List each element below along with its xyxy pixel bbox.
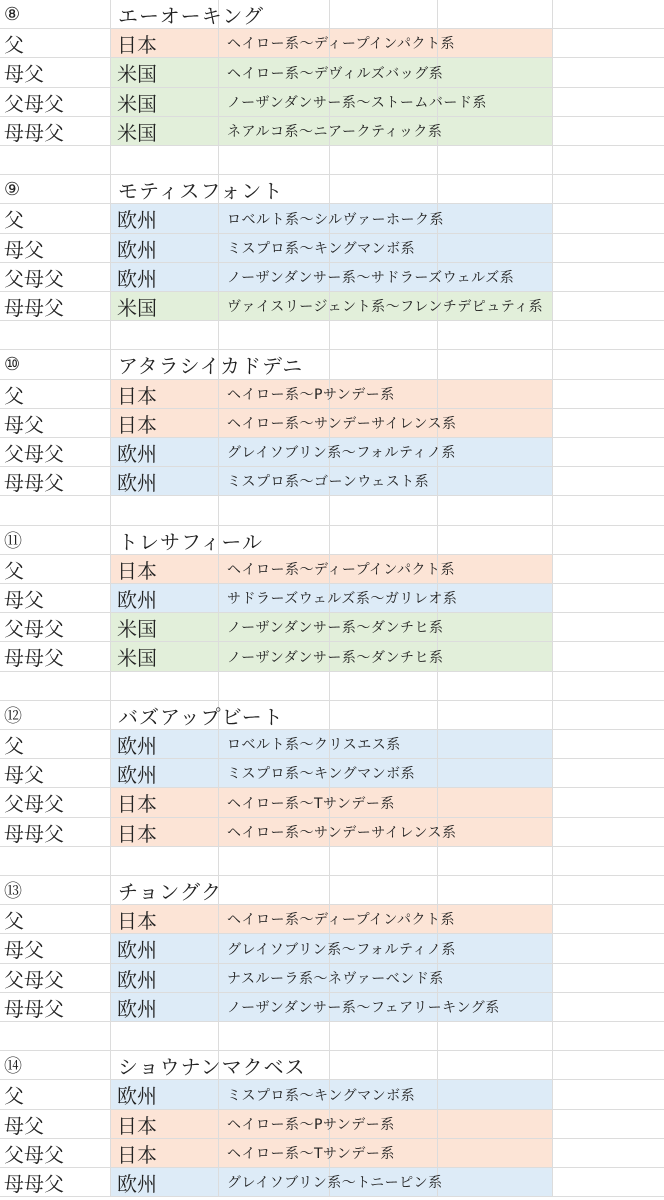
grid-cell[interactable] [553,117,664,145]
pedigree-row [0,759,664,788]
horse-name: バズアップビート [118,704,284,729]
grid-cell[interactable] [219,876,330,904]
grid-cell[interactable] [330,350,438,379]
grid-cell[interactable] [553,1139,664,1167]
grid-cell[interactable] [553,1022,664,1050]
pedigree-row [0,964,664,993]
grid-cell[interactable] [0,496,111,525]
sire-line: ミスプロ系～キングマンボ系 [227,1087,416,1104]
relation-label: 母父 [4,412,44,437]
grid-cell[interactable] [553,88,664,116]
horse-name: モティスフォント [118,178,284,203]
pedigree-row [0,1139,664,1168]
region-label: 日本 [117,908,157,933]
relation-label: 父 [4,733,24,758]
grid-cell[interactable] [219,496,330,525]
grid-cell[interactable] [111,321,219,349]
horse-number: ⑬ [4,881,22,902]
relation-label: 父 [4,908,24,933]
sire-line: グレイソブリン系～フォルティノ系 [227,445,456,461]
relation-label: 父母父 [4,1142,64,1167]
pedigree-row [0,117,664,146]
grid-cell[interactable] [330,321,438,349]
region-label: 日本 [117,383,157,408]
region-label: 欧州 [117,1084,157,1108]
grid-cell[interactable] [219,321,330,349]
relation-label: 父 [4,558,24,583]
grid-cell[interactable] [438,380,553,408]
grid-cell[interactable] [438,321,553,349]
region-label: 米国 [117,646,157,670]
pedigree-row [0,788,664,818]
sire-line: ロベルト系～シルヴァーホーク系 [227,211,445,228]
region-label: 日本 [117,32,157,57]
grid-cell[interactable] [219,672,330,700]
blank-row [0,672,664,701]
horse-name: エーオーキング [118,3,264,28]
horse-name: アタラシイカドデニ [118,354,304,378]
grid-cell[interactable] [553,1110,664,1138]
relation-label: 母父 [4,938,44,962]
pedigree-row [0,29,664,58]
horse-number: ⑫ [4,706,22,727]
region-label: 米国 [117,295,157,320]
horse-header-row [0,526,664,555]
grid-cell[interactable] [553,1168,664,1196]
grid-cell[interactable] [438,234,553,262]
grid-cell[interactable] [553,175,664,203]
pedigree-row [0,438,664,467]
sire-line: ノーザンダンサー系～サドラーズウェルズ系 [227,270,515,286]
grid-cell[interactable] [553,350,664,379]
region-label: 日本 [117,1113,157,1138]
grid-cell[interactable] [330,1022,438,1050]
relation-label: 母母父 [4,821,64,846]
grid-cell[interactable] [330,526,438,554]
grid-cell[interactable] [438,613,553,641]
region-label: 欧州 [117,967,157,992]
grid-cell[interactable] [438,759,553,787]
grid-cell[interactable] [0,146,111,174]
pedigree-row [0,818,664,847]
grid-cell[interactable] [0,321,111,349]
region-label: 米国 [117,62,157,86]
sire-line: ヘイロー系～ディープインパクト系 [227,36,455,52]
horse-number: ⑭ [4,1056,22,1077]
grid-cell[interactable] [438,788,553,817]
region-label: 欧州 [117,762,157,787]
horse-header-row [0,701,664,730]
grid-cell[interactable] [553,672,664,700]
sire-line: ヘイロー系～Pサンデー系 [227,1117,395,1133]
sire-line: ヘイロー系～ディープインパクト系 [227,562,455,578]
blank-row [0,146,664,175]
sire-line: ヘイロー系～サンデーサイレンス系 [227,825,457,841]
horse-header-row [0,175,664,204]
pedigree-row [0,1168,664,1197]
grid-cell[interactable] [438,496,553,525]
sire-line: ヘイロー系～ディープインパクト系 [227,912,455,928]
grid-cell[interactable] [438,555,553,583]
sire-line: ノーザンダンサー系～ダンチヒ系 [227,620,444,636]
grid-cell[interactable] [330,146,438,174]
grid-cell[interactable] [553,584,664,612]
grid-cell[interactable] [553,934,664,963]
pedigree-row [0,934,664,964]
grid-cell[interactable] [330,672,438,700]
grid-cell[interactable] [438,175,553,203]
relation-label: 母父 [4,762,44,787]
grid-cell[interactable] [553,467,664,495]
grid-cell[interactable] [553,905,664,933]
sire-line: ノーザンダンサー系～ダンチヒ系 [227,649,444,666]
grid-cell[interactable] [330,175,438,203]
grid-cell[interactable] [438,467,553,495]
grid-cell[interactable] [553,642,664,671]
grid-cell[interactable] [438,1110,553,1138]
region-label: 米国 [117,120,157,145]
region-label: 欧州 [117,237,157,262]
grid-cell[interactable] [553,204,664,233]
horse-header-row [0,0,664,29]
grid-cell[interactable] [219,146,330,174]
grid-cell[interactable] [330,1051,438,1079]
sire-line: ミスプロ系～ゴーンウェスト系 [227,474,430,490]
relation-label: 母母父 [4,470,64,495]
relation-label: 母父 [4,237,44,262]
pedigree-row [0,88,664,117]
sire-line: ヘイロー系～Tサンデー系 [227,1146,395,1162]
sire-line: ネアルコ系～ニアークティック系 [227,124,443,140]
relation-label: 父母父 [4,792,64,816]
grid-cell[interactable] [438,117,553,145]
sire-line: ヘイロー系～デヴィルズバッグ系 [227,65,444,82]
sire-line: ロベルト系～クリスエス系 [227,737,401,753]
blank-row [0,1022,664,1051]
relation-label: 父 [4,208,24,232]
region-label: 欧州 [117,1171,157,1196]
region-label: 日本 [117,412,157,437]
pedigree-row [0,58,664,88]
horse-header-row [0,350,664,380]
sire-line: ヘイロー系～Tサンデー系 [227,795,395,812]
region-label: 欧州 [117,441,157,466]
grid-cell[interactable] [553,29,664,57]
grid-cell[interactable] [553,876,664,904]
grid-cell[interactable] [330,701,438,729]
region-label: 欧州 [117,266,157,291]
relation-label: 父母父 [4,967,64,992]
grid-cell[interactable] [438,204,553,233]
horse-header-row [0,876,664,905]
grid-cell[interactable] [438,0,553,28]
grid-cell[interactable] [553,730,664,758]
grid-cell[interactable] [111,1022,219,1050]
sire-line: ヘイロー系～Pサンデー系 [227,387,395,403]
relation-label: 母父 [4,62,44,86]
grid-cell[interactable] [553,1051,664,1079]
pedigree-row [0,263,664,292]
horse-number: ⑨ [4,178,21,200]
relation-label: 父 [4,32,24,57]
grid-cell[interactable] [553,1080,664,1109]
grid-cell[interactable] [111,496,219,525]
grid-cell[interactable] [438,526,553,554]
sire-line: ヘイロー系～サンデーサイレンス系 [227,416,457,432]
grid-cell[interactable] [330,876,438,904]
grid-cell[interactable] [438,1139,553,1167]
pedigree-row [0,905,664,934]
pedigree-row [0,467,664,496]
region-label: 欧州 [117,996,157,1021]
pedigree-row [0,584,664,613]
horse-name: チョングク [118,879,222,904]
region-label: 日本 [117,792,157,816]
horse-number: ⑪ [4,531,22,552]
grid-cell[interactable] [553,526,664,554]
grid-cell[interactable] [553,993,664,1021]
relation-label: 父 [4,383,24,408]
pedigree-row [0,642,664,672]
grid-cell[interactable] [438,672,553,700]
grid-cell[interactable] [438,964,553,992]
region-label: 欧州 [117,587,157,612]
sire-line: ミスプロ系～キングマンボ系 [227,241,416,257]
sire-line: ミスプロ系～キングマンボ系 [227,766,416,782]
grid-cell[interactable] [553,788,664,817]
grid-cell[interactable] [553,409,664,437]
pedigree-row [0,555,664,584]
grid-cell[interactable] [111,847,219,875]
relation-label: 母父 [4,1113,44,1138]
relation-label: 父母父 [4,266,64,291]
grid-cell[interactable] [553,0,664,28]
grid-cell[interactable] [553,263,664,291]
grid-cell[interactable] [553,496,664,525]
grid-cell[interactable] [438,642,553,671]
horse-number: ⑩ [4,354,21,375]
horse-header-row [0,1051,664,1080]
region-label: 欧州 [117,938,157,962]
grid-cell[interactable] [438,1051,553,1079]
sire-line: ヴァイスリージェント系～フレンチデピュティ系 [227,299,544,315]
grid-cell[interactable] [438,701,553,729]
grid-cell[interactable] [438,146,553,174]
grid-cell[interactable] [553,555,664,583]
grid-cell[interactable] [438,29,553,57]
horse-number: ⑧ [4,3,21,25]
relation-label: 母母父 [4,120,64,145]
grid-cell[interactable] [438,1080,553,1109]
relation-label: 父母父 [4,616,64,641]
grid-cell[interactable] [330,0,438,28]
blank-row [0,321,664,350]
pedigree-row [0,613,664,642]
region-label: 日本 [117,821,157,846]
region-label: 日本 [117,1142,157,1167]
grid-cell[interactable] [553,234,664,262]
pedigree-row [0,409,664,438]
grid-cell[interactable] [553,701,664,729]
grid-cell[interactable] [553,292,664,320]
pedigree-row [0,1080,664,1110]
grid-cell[interactable] [553,146,664,174]
grid-cell[interactable] [438,58,553,87]
relation-label: 父 [4,1084,24,1108]
grid-cell[interactable] [438,1022,553,1050]
sire-line: グレイソブリン系～フォルティノ系 [227,941,456,958]
relation-label: 母母父 [4,646,64,670]
grid-cell[interactable] [553,613,664,641]
blank-row [0,847,664,876]
grid-cell[interactable] [0,847,111,875]
relation-label: 母母父 [4,1171,64,1196]
region-label: 米国 [117,91,157,116]
pedigree-row [0,234,664,263]
grid-cell[interactable] [219,1022,330,1050]
blank-row [0,496,664,526]
grid-cell[interactable] [553,818,664,846]
relation-label: 父母父 [4,441,64,466]
sire-line: グレイソブリン系～トニーピン系 [227,1175,443,1191]
sire-line: ノーザンダンサー系～フェアリーキング系 [227,1000,500,1016]
grid-cell[interactable] [330,496,438,525]
relation-label: 父母父 [4,91,64,116]
region-label: 欧州 [117,733,157,758]
pedigree-row [0,993,664,1022]
relation-label: 母母父 [4,295,64,320]
sire-line: ナスルーラ系～ネヴァーベンド系 [227,971,444,987]
grid-cell[interactable] [438,730,553,758]
grid-cell[interactable] [438,350,553,379]
sire-line: サドラーズウェルズ系～ガリレオ系 [227,591,458,607]
grid-cell[interactable] [0,672,111,700]
grid-cell[interactable] [553,438,664,466]
relation-label: 母父 [4,587,44,612]
grid-cell[interactable] [553,847,664,875]
grid-cell[interactable] [0,1022,111,1050]
grid-cell[interactable] [438,905,553,933]
pedigree-row [0,204,664,234]
sire-line: ノーザンダンサー系～ストームバード系 [227,95,487,111]
grid-cell[interactable] [438,1168,553,1196]
grid-cell[interactable] [438,847,553,875]
horse-name: トレサフィール [118,529,263,554]
relation-label: 母母父 [4,996,64,1021]
grid-cell[interactable] [553,380,664,408]
grid-cell[interactable] [553,58,664,87]
grid-cell[interactable] [438,876,553,904]
pedigree-row [0,380,664,409]
pedigree-row [0,730,664,759]
grid-cell[interactable] [111,146,219,174]
grid-cell[interactable] [111,672,219,700]
grid-cell[interactable] [330,847,438,875]
grid-cell[interactable] [553,964,664,992]
region-label: 欧州 [117,208,157,232]
grid-cell[interactable] [553,759,664,787]
grid-cell[interactable] [219,847,330,875]
grid-cell[interactable] [553,321,664,349]
region-label: 米国 [117,616,157,641]
horse-name: ショウナンマクベス [118,1054,306,1079]
pedigree-row [0,1110,664,1139]
region-label: 日本 [117,558,157,583]
pedigree-row [0,292,664,321]
region-label: 欧州 [117,470,157,495]
